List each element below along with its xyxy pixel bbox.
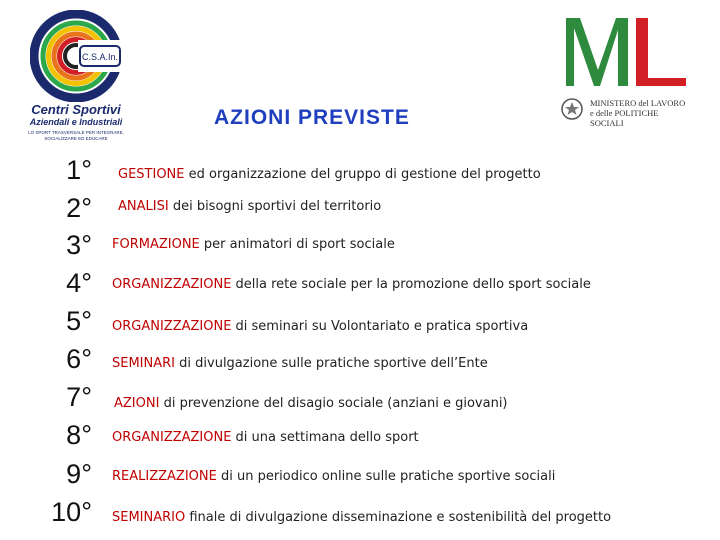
ministry-line1: MINISTERO del LAVORO	[590, 98, 686, 108]
item-text: dei bisogni sportivi del territorio	[168, 199, 382, 214]
item-text: di un periodico online sulle pratiche sportive sociali	[216, 469, 556, 484]
item-number: 6°	[66, 344, 92, 374]
item-keyword: ORGANIZZAZIONE	[112, 277, 232, 292]
csain-badge-text: C.S.A.In.	[81, 52, 119, 62]
list-item	[112, 277, 591, 292]
republic-emblem-icon	[560, 96, 584, 122]
item-number: 2°	[66, 193, 92, 223]
item-text: della rete sociale per la promozione dello sport sociale	[231, 277, 591, 292]
list-item	[112, 356, 488, 371]
item-keyword: FORMAZIONE	[112, 237, 200, 252]
page-title: AZIONI PREVISTE	[214, 106, 410, 129]
item-number: 8°	[66, 420, 92, 450]
item-keyword: GESTIONE	[118, 167, 185, 182]
item-keyword: AZIONI	[114, 396, 160, 411]
item-text: di una settimana dello sport	[231, 430, 419, 445]
list-item	[112, 319, 528, 334]
list-item	[112, 430, 419, 445]
list-item	[112, 237, 395, 252]
csain-name-line1: Centri Sportivi	[31, 102, 121, 117]
item-number: 10°	[51, 497, 92, 527]
item-keyword: ORGANIZZAZIONE	[112, 430, 232, 445]
ministry-logo	[560, 12, 690, 132]
item-keyword: ORGANIZZAZIONE	[112, 319, 232, 334]
list-item	[118, 199, 381, 214]
csain-motto: LO SPORT TRASVERSALE PER INTEGRARE, SOCIALIZZARE ED EDUCARE	[28, 130, 124, 141]
item-number: 9°	[66, 459, 92, 489]
item-number: 3°	[66, 230, 92, 260]
csain-logo	[22, 10, 130, 150]
list-item	[112, 510, 611, 525]
item-text: per animatori di sport sociale	[199, 237, 395, 252]
ministry-name	[590, 98, 690, 128]
item-text: di prevenzione del disagio sociale (anziani e giovani)	[159, 396, 508, 411]
list-item	[114, 396, 508, 411]
list-item	[112, 469, 555, 484]
item-number: 7°	[66, 382, 92, 412]
csain-rings-icon	[30, 10, 122, 102]
item-keyword: SEMINARI	[112, 356, 176, 371]
item-text: finale di divulgazione disseminazione e sostenibilità del progetto	[185, 510, 612, 525]
item-number: 4°	[66, 268, 92, 298]
item-text: ed organizzazione del gruppo di gestione del progetto	[184, 167, 541, 182]
item-keyword: SEMINARIO	[112, 510, 186, 525]
item-keyword: ANALISI	[118, 199, 169, 214]
csain-name-line2: Aziendali e Industriali	[29, 117, 123, 127]
list-item	[118, 167, 541, 182]
item-number: 1°	[66, 155, 92, 185]
item-text: di seminari su Volontariato e pratica sportiva	[231, 319, 529, 334]
ml-monogram-icon	[560, 12, 690, 92]
item-number: 5°	[66, 306, 92, 336]
item-text: di divulgazione sulle pratiche sportive dell’Ente	[175, 356, 488, 371]
item-keyword: REALIZZAZIONE	[112, 469, 217, 484]
ministry-line2: e delle POLITICHE SOCIALI	[590, 108, 659, 128]
